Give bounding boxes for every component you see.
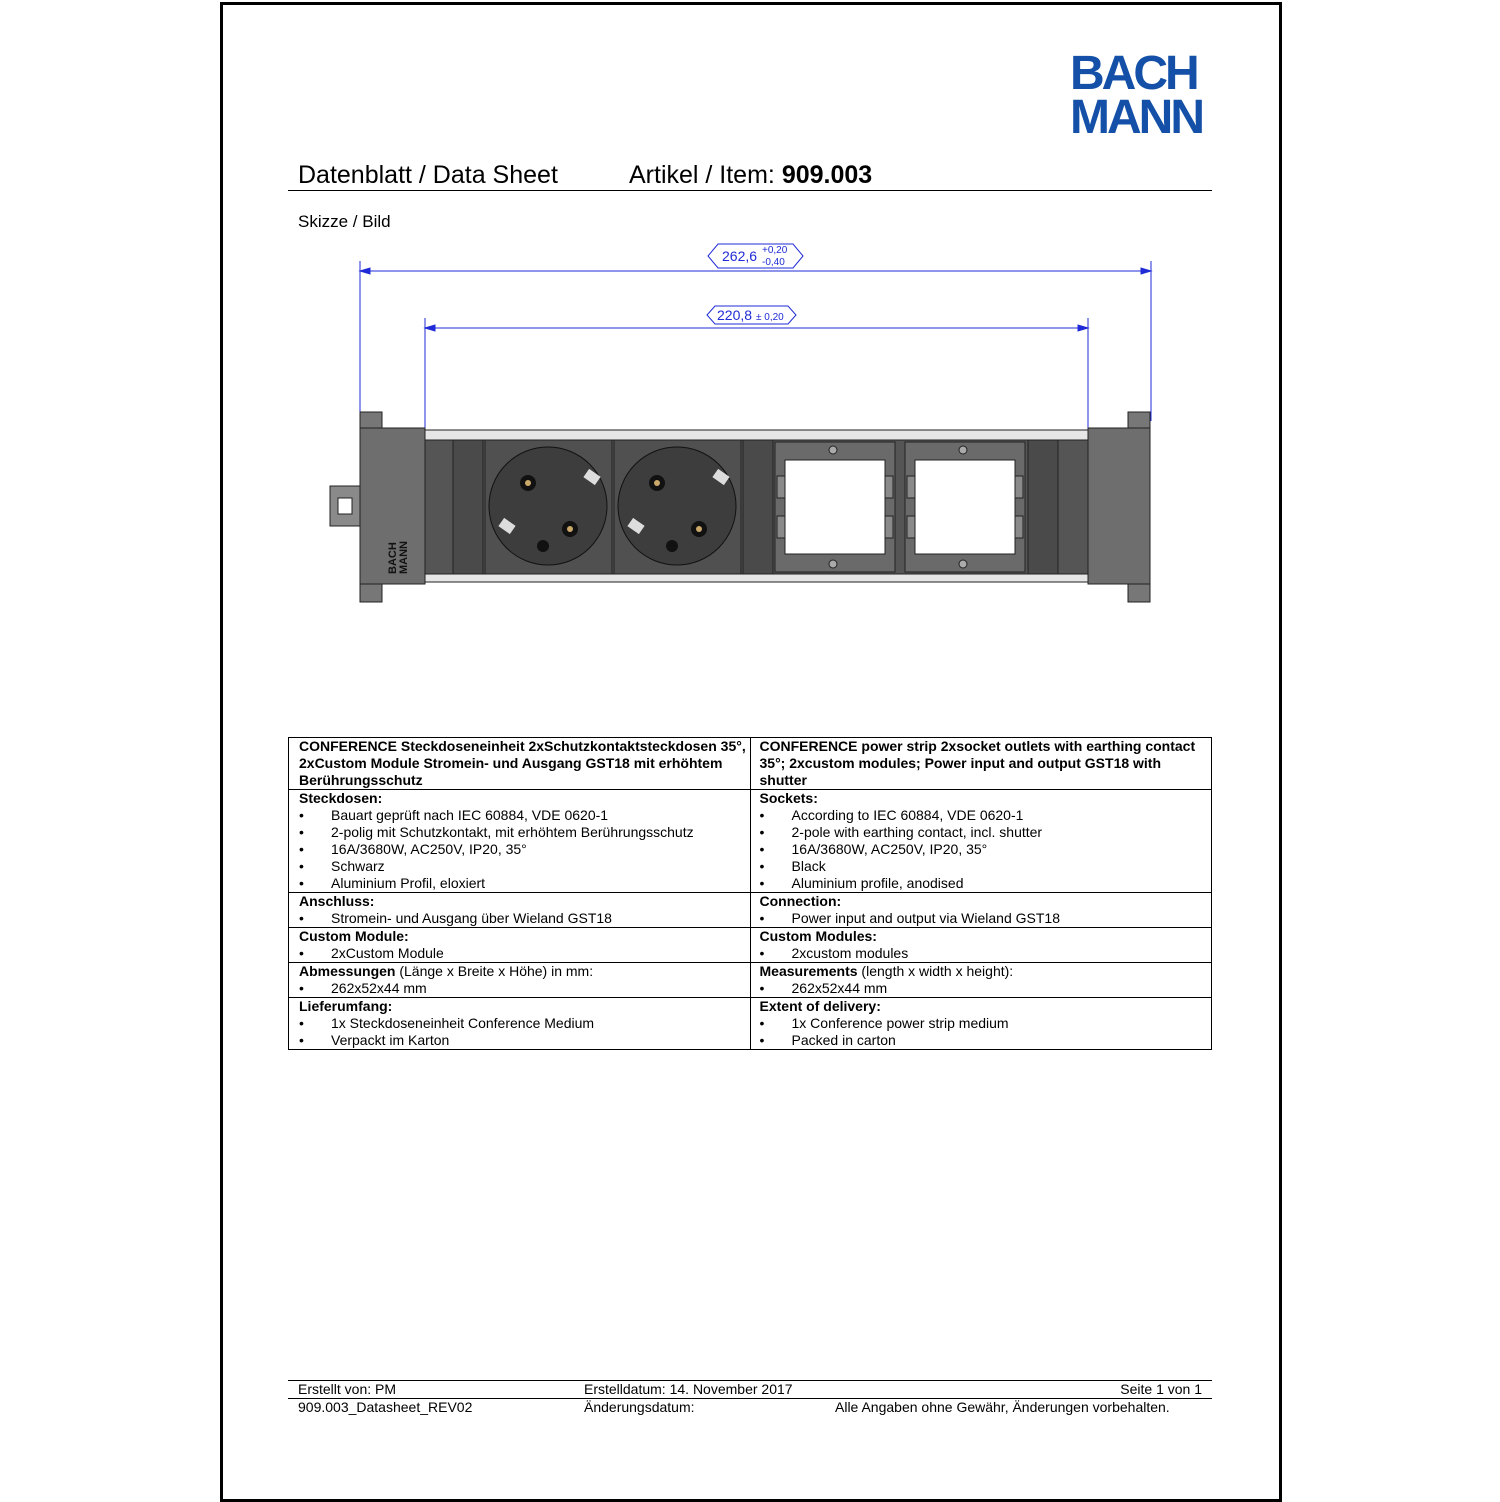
bullet-list [760,945,1212,962]
spec-row-measurements [289,963,1212,998]
section-title: Connection: [759,893,842,909]
socket-2 [614,440,741,574]
item-label: Artikel / Item: [629,161,782,189]
list-item: • 16A/3680W, AC250V, IP20, 35° [760,841,1212,858]
list-item: • 2xCustom Module [299,945,750,962]
list-item: • Verpackt im Karton [299,1032,750,1049]
spec-cell-en [750,928,1212,963]
change-date: Änderungsdatum: [584,1399,695,1415]
bullet-list [299,980,750,997]
dim-outer-value: 262,6 [722,248,758,264]
item-heading [629,161,872,190]
socket-1 [485,440,612,574]
section-title: Lieferumfang: [299,998,393,1014]
spec-cell-en [750,998,1212,1050]
spec-row-delivery [289,998,1212,1050]
list-item: • Schwarz [299,858,750,875]
spec-cell-en [750,963,1212,998]
bullet-list [299,1015,750,1049]
item-number: 909.003 [781,161,873,189]
header-rule [288,190,1212,191]
list-item: • Bauart geprüft nach IEC 60884, VDE 0620-1 [299,807,750,824]
list-item: • 1x Conference power strip medium [760,1015,1212,1032]
section-title: Abmessungen (Länge x Breite x Höhe) in mm: [299,963,594,979]
list-item: • 16A/3680W, AC250V, IP20, 35° [299,841,750,858]
spec-heading-en: CONFERENCE power strip 2xsocket outlets with earthing contact 35°; 2xcustom modules; Power input and output GST18 with shutter [750,738,1212,790]
document-title: Datenblatt / Data Sheet [298,161,558,189]
spec-cell-de [289,790,751,893]
list-item: • 2xcustom modules [760,945,1212,962]
section-title: Steckdosen: [299,790,383,806]
list-item: • 262x52x44 mm [760,980,1212,997]
bullet-list [299,945,750,962]
list-item: • 2-polig mit Schutzkontakt, mit erhöhtem Berührungsschutz [299,824,750,841]
list-item: • Stromein- und Ausgang über Wieland GST18 [299,910,750,927]
created-by: Erstellt von: PM [298,1381,397,1397]
product-drawing [288,236,1212,616]
spec-row-connection [289,893,1212,928]
section-title: Anschluss: [299,893,375,909]
disclaimer: Alle Angaben ohne Gewähr, Änderungen vorbehalten. [835,1399,1170,1415]
spec-cell-de [289,963,751,998]
spec-table [288,737,1212,1050]
dim-outer-tol-minus: -0,40 [762,257,785,268]
dim-inner-tol: ± 0,20 [756,312,784,323]
list-item: • Power input and output via Wieland GST18 [760,910,1212,927]
spec-cell-de [289,893,751,928]
list-item: • 262x52x44 mm [299,980,750,997]
created-date: Erstelldatum: 14. November 2017 [584,1381,793,1397]
bullet-list [760,1015,1212,1049]
list-item: • According to IEC 60884, VDE 0620-1 [760,807,1212,824]
list-item: • 2-pole with earthing contact, incl. shutter [760,824,1212,841]
bullet-list [760,980,1212,997]
list-item: • Aluminium Profil, eloxiert [299,875,750,892]
bullet-list [299,910,750,927]
spec-heading-de: CONFERENCE Steckdoseneinheit 2xSchutzkontaktsteckdosen 35°, 2xCustom Module Stromein- und Ausgang GST18 mit erhöhtem Berührungsschutz [289,738,751,790]
housing-brand: BACHMANN [387,541,410,574]
section-title: Measurements (length x width x height): [759,963,1014,979]
footer-row-2 [288,1399,1212,1416]
section-title: Custom Module: [299,928,409,944]
page-number: Seite 1 von 1 [1120,1381,1202,1397]
bullet-list [760,910,1212,927]
spec-cell-de [289,928,751,963]
list-item: • Packed in carton [760,1032,1212,1049]
bullet-list [299,807,750,892]
custom-module-1 [775,442,895,572]
section-title: Sockets: [759,790,818,806]
spec-heading-row [289,738,1212,790]
list-item: • Aluminium profile, anodised [760,875,1212,892]
page-footer [288,1380,1212,1416]
spec-cell-en [750,790,1212,893]
section-title: Extent of delivery: [759,998,881,1014]
list-item: • Black [760,858,1212,875]
custom-module-2 [905,442,1025,572]
file-name: 909.003_Datasheet_REV02 [298,1399,473,1415]
dimension-outer [360,244,1151,421]
footer-row-1 [288,1381,1212,1398]
section-title: Custom Modules: [759,928,877,944]
dim-inner-value: 220,8 [717,307,753,323]
spec-row-sockets [289,790,1212,893]
spec-cell-en [750,893,1212,928]
bachmann-logo: BACH MANN [1070,47,1202,144]
list-item: • 1x Steckdoseneinheit Conference Medium [299,1015,750,1032]
bullet-list [760,807,1212,892]
spec-row-custom-modules [289,928,1212,963]
dimension-inner [425,306,1088,436]
sketch-label: Skizze / Bild [298,212,391,231]
spec-cell-de [289,998,751,1050]
dim-outer-tol-plus: +0,20 [762,245,788,256]
